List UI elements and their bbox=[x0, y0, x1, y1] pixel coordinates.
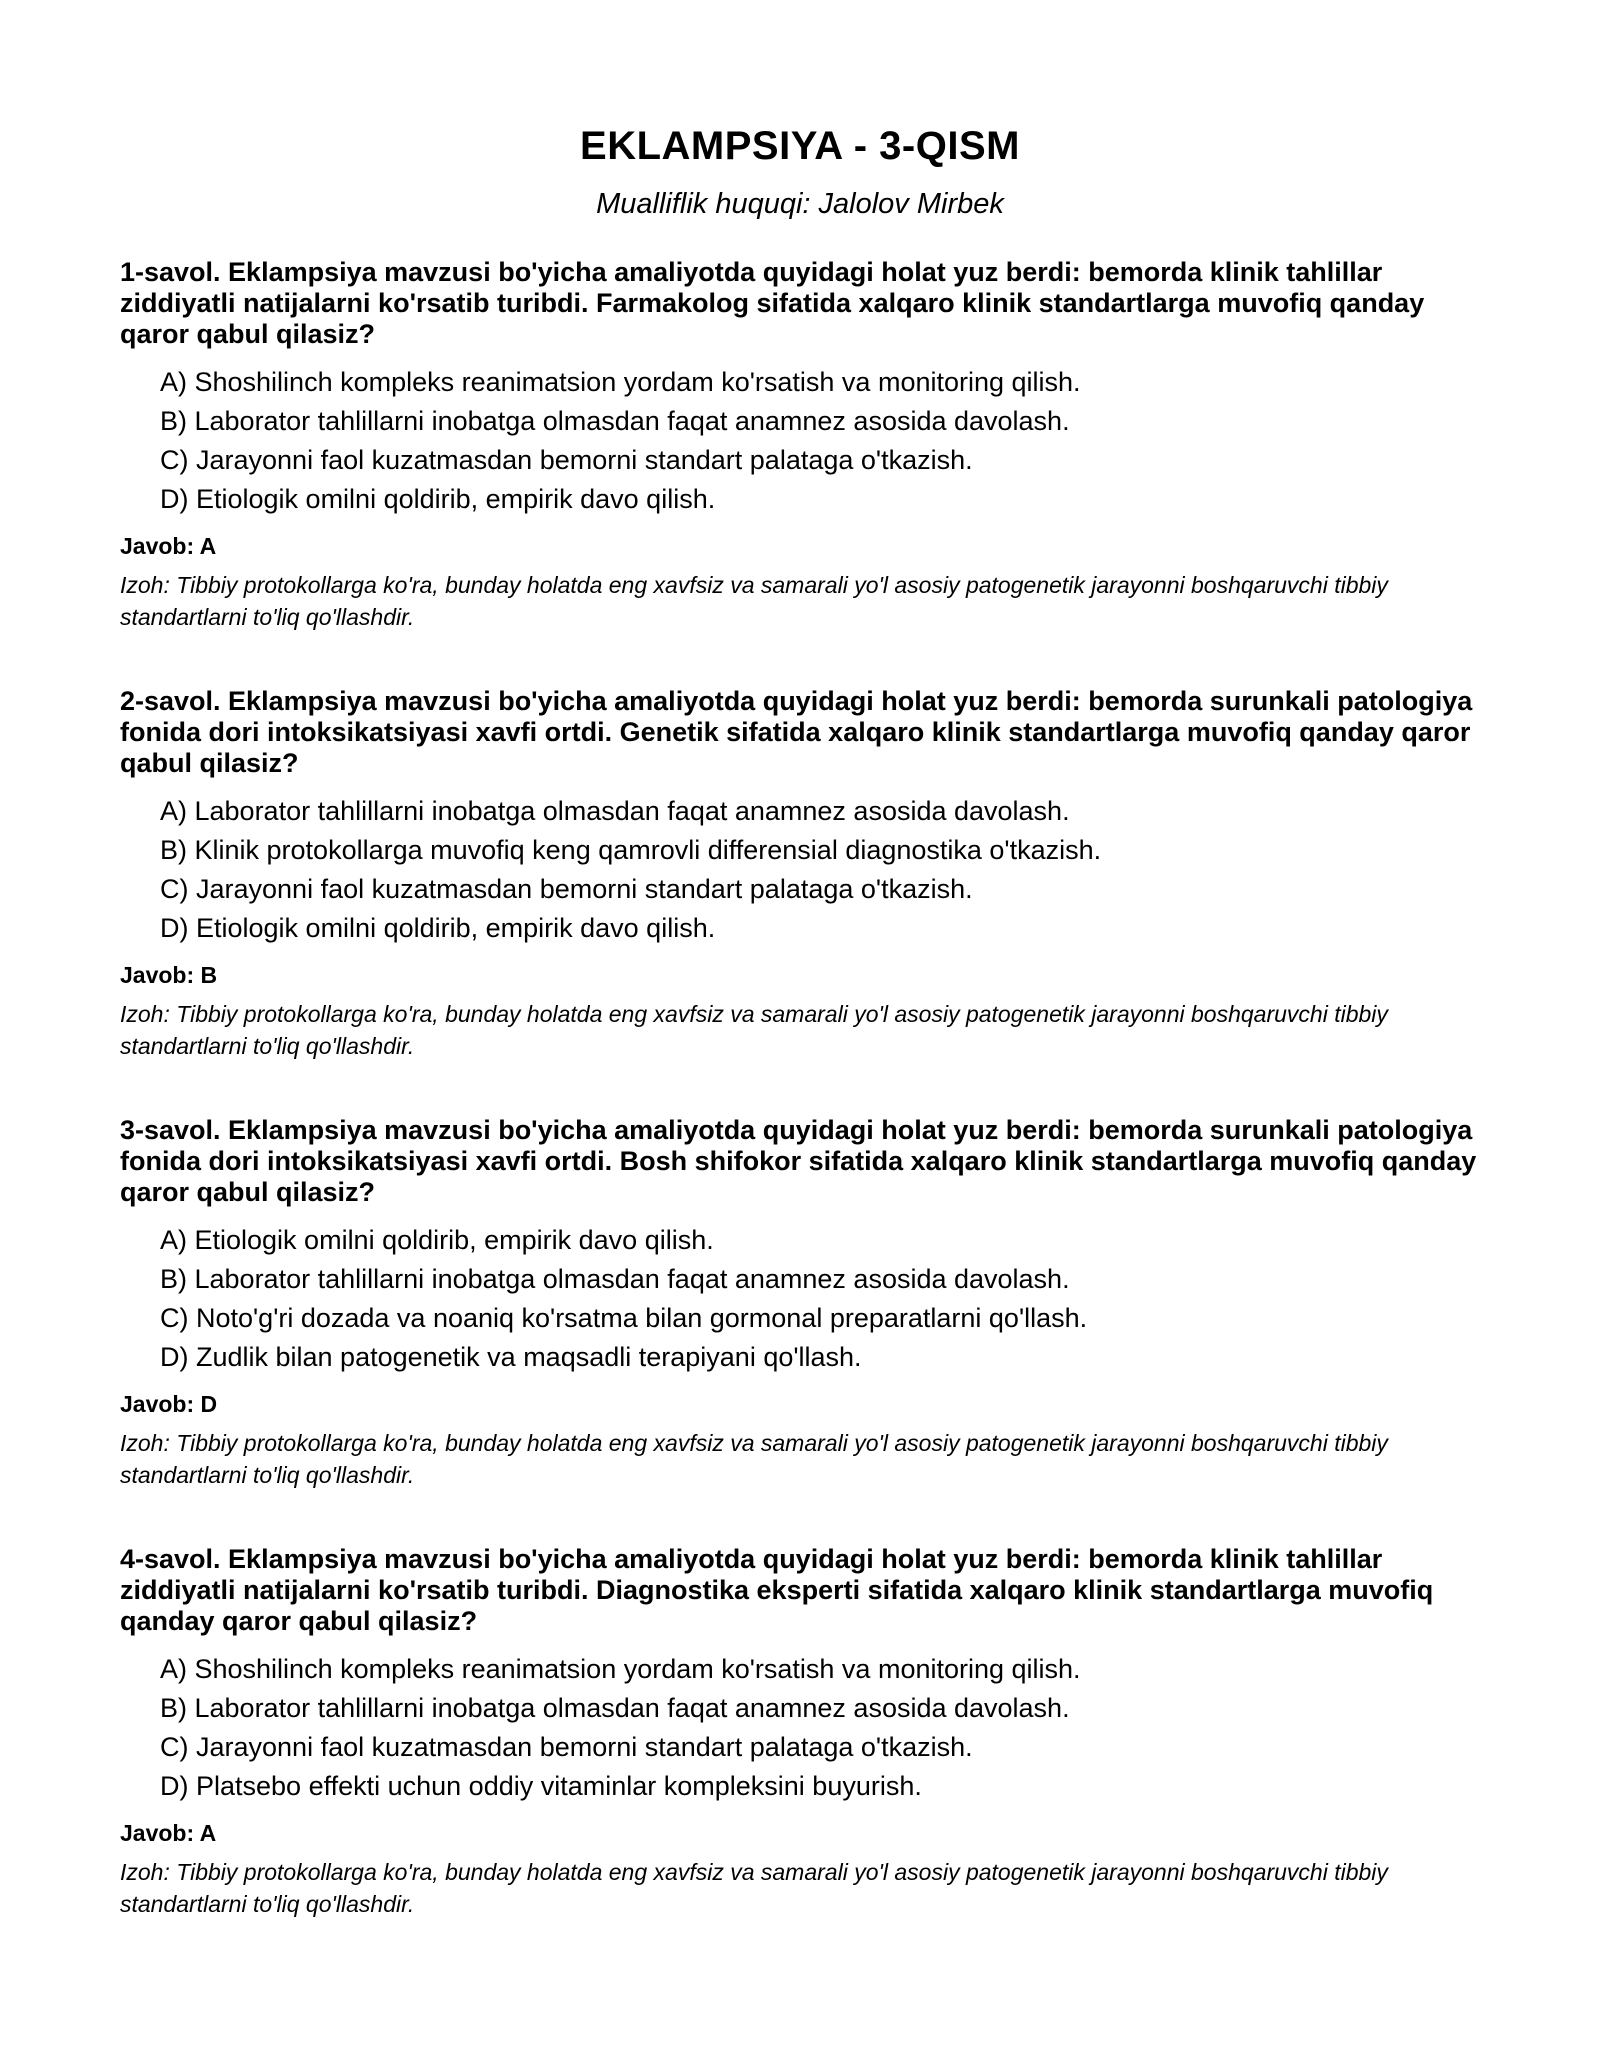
option-d: D) Zudlik bilan patogenetik va maqsadli terapiyani qo'llash. bbox=[160, 1342, 862, 1372]
option-list bbox=[120, 1650, 1480, 1806]
explanation-note: Izoh: Tibbiy protokollarga ko'ra, bunday holatda eng xavfsiz va samarali yo'l asosiy patogenetik jarayonni boshqaruvchi tibbiy standartlarni to'liq qo'llashdir. bbox=[120, 572, 1388, 630]
question-list bbox=[120, 257, 1480, 1920]
question-1 bbox=[120, 257, 1480, 633]
option-b: B) Laborator tahlillarni inobatga olmasdan faqat anamnez asosida davolash. bbox=[160, 1264, 1070, 1294]
option-a: A) Shoshilinch kompleks reanimatsion yordam ko'rsatish va monitoring qilish. bbox=[160, 1654, 1081, 1684]
option-d: D) Etiologik omilni qoldirib, empirik davo qilish. bbox=[160, 484, 716, 514]
answer-label: Javob: B bbox=[120, 962, 218, 988]
option-b: B) Klinik protokollarga muvofiq keng qamrovli differensial diagnostika o'tkazish. bbox=[160, 835, 1102, 865]
explanation-note: Izoh: Tibbiy protokollarga ko'ra, bunday holatda eng xavfsiz va samarali yo'l asosiy patogenetik jarayonni boshqaruvchi tibbiy standartlarni to'liq qo'llashdir. bbox=[120, 1430, 1388, 1488]
answer-label: Javob: A bbox=[120, 1820, 217, 1846]
explanation-note: Izoh: Tibbiy protokollarga ko'ra, bunday holatda eng xavfsiz va samarali yo'l asosiy patogenetik jarayonni boshqaruvchi tibbiy standartlarni to'liq qo'llashdir. bbox=[120, 1001, 1388, 1059]
option-b: B) Laborator tahlillarni inobatga olmasdan faqat anamnez asosida davolash. bbox=[160, 406, 1070, 436]
answer-label: Javob: D bbox=[120, 1391, 218, 1417]
question-text: 1-savol. Eklampsiya mavzusi bo'yicha amaliyotda quyidagi holat yuz berdi: bemorda klinik tahlillar ziddiyatli natijalarni ko'rsatib turibdi. Farmakolog sifatida xalqaro klinik standartlarga muvofiq qanday qaror qabul qilasiz? bbox=[120, 257, 1425, 349]
option-c: C) Noto'g'ri dozada va noaniq ko'rsatma bilan gormonal preparatlarni qo'llash. bbox=[160, 1303, 1088, 1333]
option-list bbox=[120, 1221, 1480, 1377]
question-2 bbox=[120, 686, 1480, 1062]
question-text: 4-savol. Eklampsiya mavzusi bo'yicha amaliyotda quyidagi holat yuz berdi: bemorda klinik tahlillar ziddiyatli natijalarni ko'rsatib turibdi. Diagnostika eksperti sifatida xalqaro klinik standartlarga muvofiq qanday qaror qabul qilasiz? bbox=[120, 1544, 1434, 1636]
option-list bbox=[120, 363, 1480, 519]
option-a: A) Shoshilinch kompleks reanimatsion yordam ko'rsatish va monitoring qilish. bbox=[160, 367, 1081, 397]
option-c: C) Jarayonni faol kuzatmasdan bemorni standart palataga o'tkazish. bbox=[160, 1732, 973, 1762]
option-d: D) Platsebo effekti uchun oddiy vitaminlar kompleksini buyurish. bbox=[160, 1771, 922, 1801]
document-subtitle: Mualliflik huquqi: Jalolov Mirbek bbox=[596, 188, 1004, 220]
option-c: C) Jarayonni faol kuzatmasdan bemorni standart palataga o'tkazish. bbox=[160, 445, 973, 475]
question-text: 3-savol. Eklampsiya mavzusi bo'yicha amaliyotda quyidagi holat yuz berdi: bemorda surunkali patologiya fonida dori intoksikatsiyasi xavfi ortdi. Bosh shifokor sifatida xalqaro klinik standartlarga muvofiq qanday qaror qabul qilasiz? bbox=[120, 1115, 1477, 1207]
option-c: C) Jarayonni faol kuzatmasdan bemorni standart palataga o'tkazish. bbox=[160, 874, 973, 904]
option-b: B) Laborator tahlillarni inobatga olmasdan faqat anamnez asosida davolash. bbox=[160, 1693, 1070, 1723]
option-a: A) Etiologik omilni qoldirib, empirik davo qilish. bbox=[160, 1225, 714, 1255]
option-list bbox=[120, 792, 1480, 948]
question-4 bbox=[120, 1544, 1480, 1920]
answer-label: Javob: A bbox=[120, 533, 217, 559]
option-d: D) Etiologik omilni qoldirib, empirik davo qilish. bbox=[160, 913, 716, 943]
question-3 bbox=[120, 1115, 1480, 1491]
document-page bbox=[120, 118, 1480, 1973]
option-a: A) Laborator tahlillarni inobatga olmasdan faqat anamnez asosida davolash. bbox=[160, 796, 1070, 826]
document-title: EKLAMPSIYA - 3-QISM bbox=[580, 124, 1020, 168]
question-text: 2-savol. Eklampsiya mavzusi bo'yicha amaliyotda quyidagi holat yuz berdi: bemorda surunkali patologiya fonida dori intoksikatsiyasi xavfi ortdi. Genetik sifatida xalqaro klinik standartlarga muvofiq qanday qaror qabul qilasiz? bbox=[120, 686, 1473, 778]
explanation-note: Izoh: Tibbiy protokollarga ko'ra, bunday holatda eng xavfsiz va samarali yo'l asosiy patogenetik jarayonni boshqaruvchi tibbiy standartlarni to'liq qo'llashdir. bbox=[120, 1859, 1388, 1917]
